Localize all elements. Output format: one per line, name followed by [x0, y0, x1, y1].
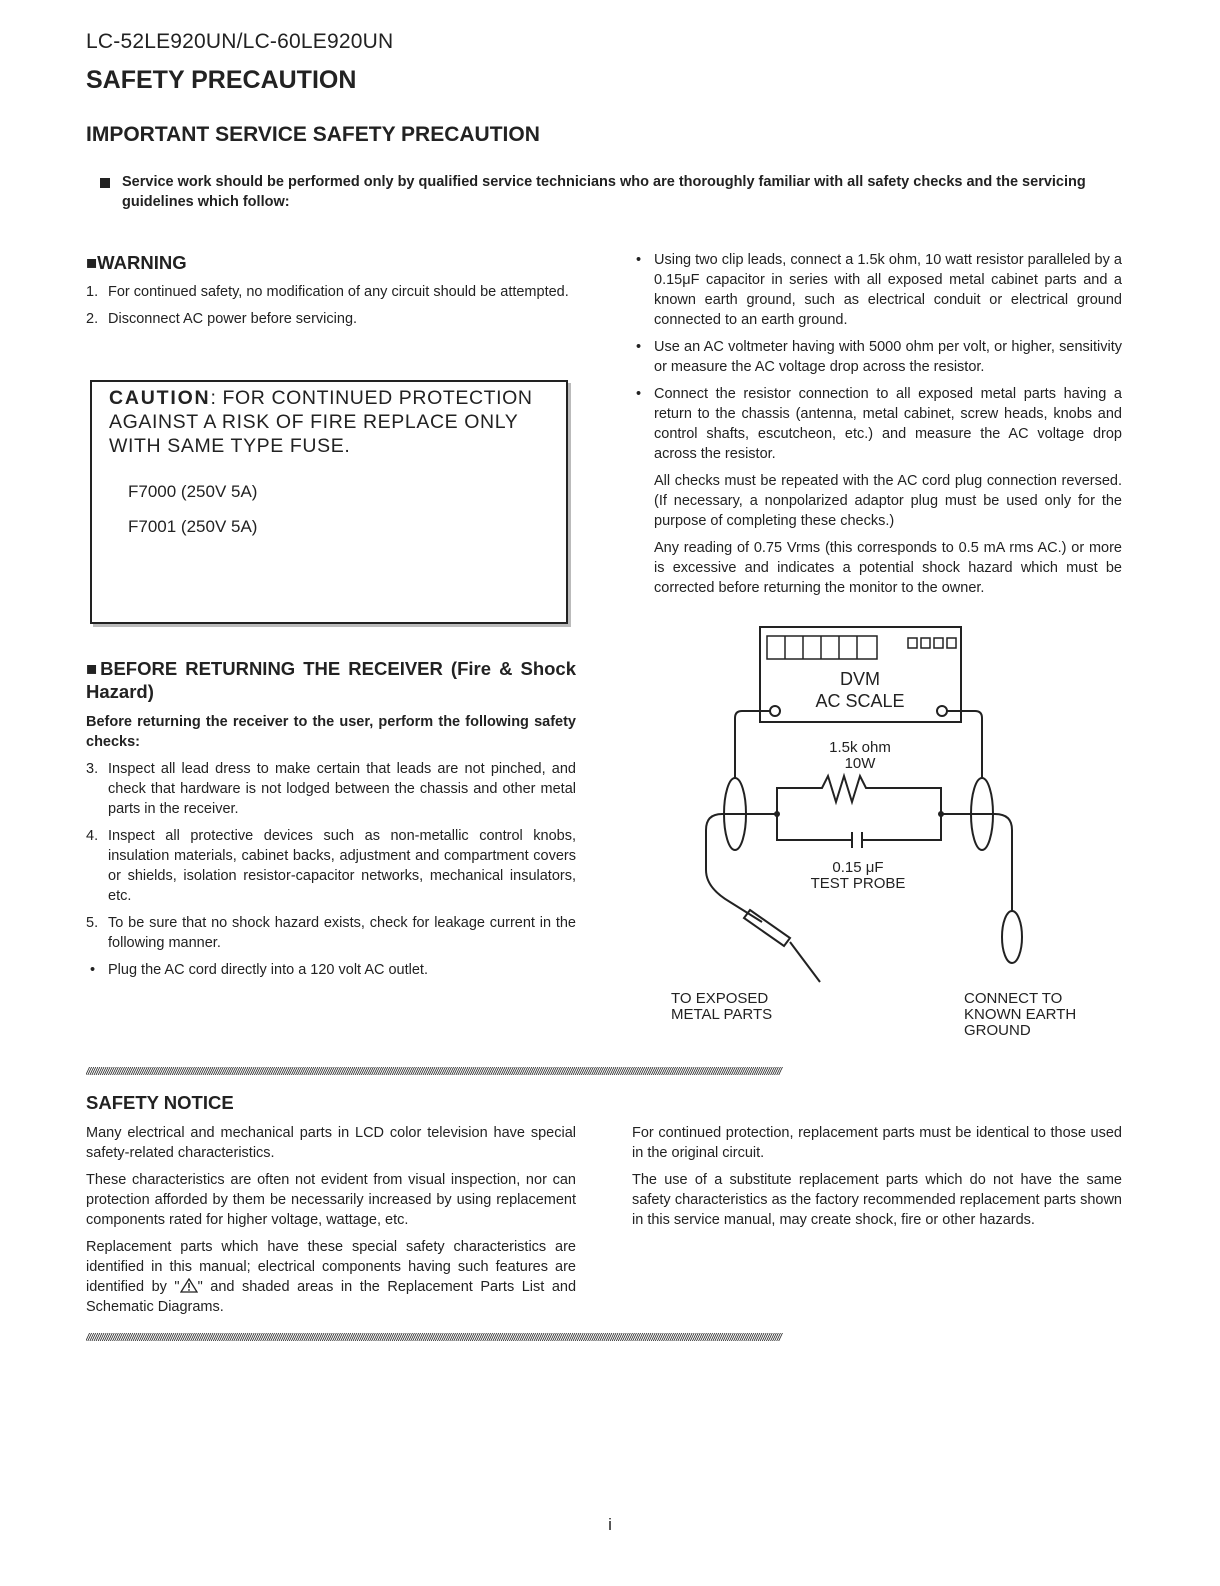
bullet-dot-icon: •: [636, 339, 642, 355]
list-item: • Connect the resistor connection to all exposed metal parts having a return to the chassis (antenna, metal cabinet, screw heads, knobs and control shafts, escutcheon, etc.) and measure the AC voltage drop across the resistor.: [636, 386, 1122, 462]
model-number: LC-52LE920UN/LC-60LE920UN: [86, 30, 394, 53]
capacitor-label: 0.15 μF TEST PROBE: [810, 859, 906, 892]
caution-text: CAUTION: FOR CONTINUED PROTECTION AGAINST A RISK OF FIRE REPLACE ONLY WITH SAME TYPE FUSE.: [109, 387, 533, 457]
resistor: [777, 776, 941, 814]
fuse-rating-1: F7000 (250V 5A): [128, 482, 258, 501]
safety-notice-title: SAFETY NOTICE: [86, 1092, 234, 1113]
paragraph: Replacement parts which have these special safety characteristics are identified in this manual; electrical components having such features are identified by " " and shaded areas in the Replacement Parts List and Schematic Diagrams.: [86, 1239, 577, 1315]
paragraph: All checks must be repeated with the AC cord plug connection reversed. (If necessary, a nonpolarized adaptor plug must be used only for the purpose of completing these checks.): [654, 473, 1122, 529]
dvm-display: [767, 636, 877, 659]
list-item: 5. To be sure that no shock hazard exists, check for leakage current in the following manner.: [86, 915, 576, 951]
page-number: i: [608, 1515, 612, 1534]
list-item: • Using two clip leads, connect a 1.5k ohm, 10 watt resistor paralleled by a 0.15μF capacitor in series with all exposed metal cabinet parts and a known earth ground, such as electrical conduit or electrical ground connected to an earth ground.: [636, 252, 1122, 328]
earth-ground-label: CONNECT TO KNOWN EARTH GROUND: [964, 990, 1077, 1039]
dvm-label: DVM AC SCALE: [815, 669, 905, 711]
paragraph: Many electrical and mechanical parts in LCD color television have special safety-related characteristics.: [86, 1125, 576, 1161]
list-item: 1. For continued safety, no modification of any circuit should be attempted.: [86, 284, 569, 300]
resistor-label: 1.5k ohm 10W: [829, 739, 891, 772]
list-item: 4. Inspect all protective devices such as non-metallic control knobs, insulation materials, cabinet backs, adjustment and compartment covers or shields, isolation resistor-capacitor networks, mechanical insulators, etc.: [86, 828, 576, 904]
page-title: SAFETY PRECAUTION: [86, 66, 357, 94]
paragraph: Any reading of 0.75 Vrms (this corresponds to 0.5 mA rms AC.) or more is excessive and indicates a potential shock hazard which must be corrected before returning the monitor to the owner.: [654, 540, 1122, 596]
bullet-dot-icon: •: [636, 252, 642, 268]
dvm-button: [947, 638, 956, 648]
fuse-rating-2: F7001 (250V 5A): [128, 517, 258, 536]
before-returning-lead: Before returning the receiver to the user, perform the following safety checks:: [86, 714, 576, 750]
list-item: 2. Disconnect AC power before servicing.: [86, 311, 358, 327]
separator-line: //////////////////////////////////////////////////////////////////////////////////////////////////////////////////////////////////////////////////////////////////////////////////////////////////////////////////////////////////////////////////////////////////////////////////////////////////////////////////////////////////////////////////: [86, 1066, 781, 1078]
dvm-button: [921, 638, 930, 648]
before-returning-section: [86, 657, 576, 987]
dvm-button: [908, 638, 917, 648]
square-bullet-icon: [100, 178, 110, 188]
list-item: 3. Inspect all lead dress to make certain that leads are not pinched, and check that hardware is not lodged between the chassis and other metal parts in the receiver.: [86, 761, 576, 817]
exposed-metal-label: TO EXPOSED METAL PARTS: [671, 990, 773, 1023]
warning-title: ■WARNING: [86, 252, 187, 273]
caution-box: [90, 380, 568, 624]
section-title: IMPORTANT SERVICE SAFETY PRECAUTION: [86, 123, 540, 146]
ground-clip: [1002, 911, 1022, 963]
paragraph: The use of a substitute replacement parts which do not have the same safety characteristics as the factory recommended replacement parts shown in this service manual, may create shock, fire or other hazards.: [632, 1172, 1122, 1228]
list-item: • Plug the AC cord directly into a 120 volt AC outlet.: [90, 962, 428, 978]
safety-notice-left: [86, 1123, 576, 1324]
leakage-test-section: [632, 250, 1122, 605]
warning-section: [86, 251, 576, 336]
paragraph: These characteristics are often not evident from visual inspection, nor can protection afforded by them be necessarily increased by using replacement components rated for higher voltage, wattage, etc.: [86, 1172, 576, 1228]
bullet-dot-icon: •: [90, 962, 96, 978]
bullet-dot-icon: •: [636, 386, 642, 402]
before-returning-title: ■BEFORE RETURNING THE RECEIVER (Fire & Shock Hazard): [86, 658, 576, 702]
warning-triangle-icon: [180, 1278, 198, 1293]
paragraph: For continued protection, replacement parts must be identical to those used in the original circuit.: [632, 1125, 1122, 1161]
separator-line: //////////////////////////////////////////////////////////////////////////////////////////////////////////////////////////////////////////////////////////////////////////////////////////////////////////////////////////////////////////////////////////////////////////////////////////////////////////////////////////////////////////////////: [86, 1332, 781, 1344]
list-item: • Use an AC voltmeter having with 5000 ohm per volt, or higher, sensitivity or measure the AC voltage drop across the resistor.: [636, 339, 1122, 375]
intro-text: Service work should be performed only by qualified service technicians who are thoroughly familiar with all safety checks and the servicing guidelines which follow:: [122, 174, 1086, 210]
safety-notice-right: [632, 1123, 1122, 1237]
dvm-button: [934, 638, 943, 648]
